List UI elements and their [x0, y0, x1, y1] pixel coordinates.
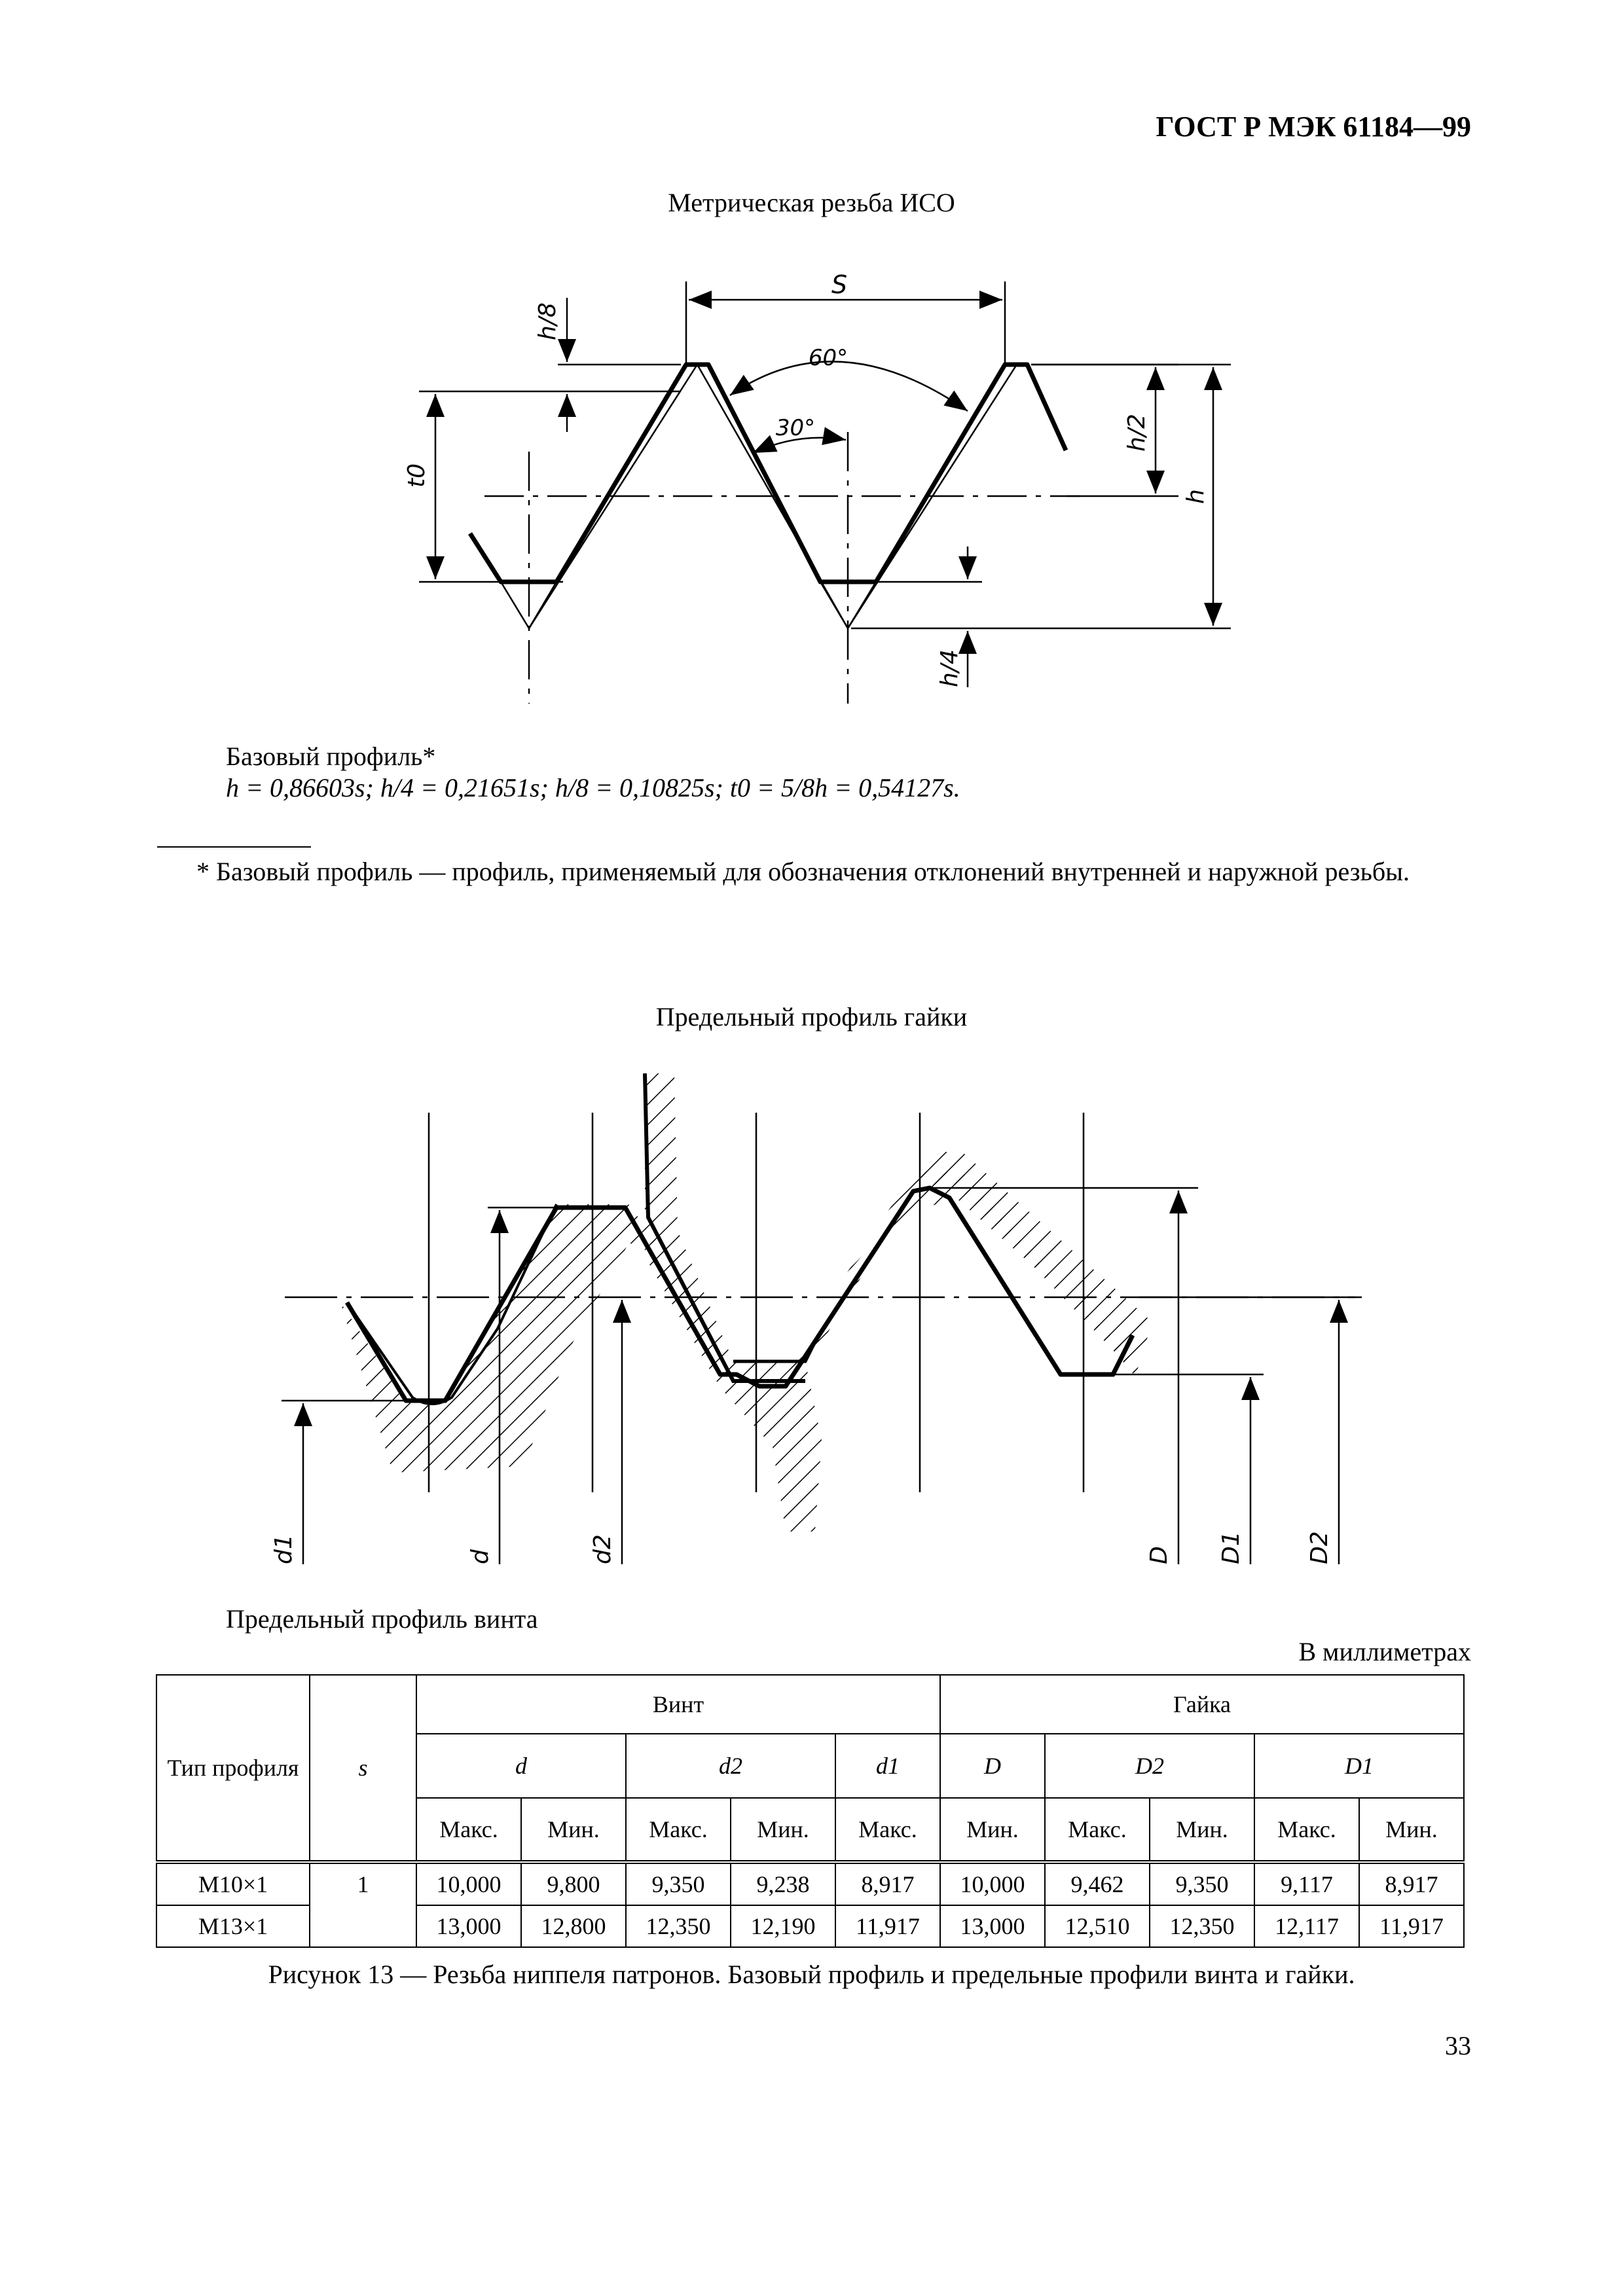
cell: 10,000: [940, 1862, 1045, 1905]
cell: 9,800: [521, 1862, 626, 1905]
label-s: S: [831, 270, 848, 299]
label-30: 30°: [775, 415, 816, 441]
basic-profile-info: [226, 741, 960, 804]
nut-profile-caption: Предельный профиль гайки: [655, 1002, 968, 1031]
label-h2: h/2: [1123, 414, 1150, 452]
cell: 11,917: [1359, 1905, 1464, 1947]
header-profile-type: Тип профиля: [156, 1675, 310, 1862]
cell: 11,917: [835, 1905, 940, 1947]
cell: 12,190: [731, 1905, 835, 1947]
header-max: Макс.: [626, 1798, 731, 1862]
label-d1: d1: [270, 1534, 297, 1564]
figure-caption: Рисунок 13 — Резьба ниппеля патронов. Базовый профиль и предельные профили винта и гайки.: [268, 1960, 1355, 1989]
label-60: 60°: [808, 345, 848, 371]
units-note: В миллиметрах: [1298, 1637, 1471, 1666]
cell: 12,800: [521, 1905, 626, 1947]
label-D2: D2: [1306, 1531, 1333, 1564]
cell: 12,350: [626, 1905, 731, 1947]
standard-header: ГОСТ Р МЭК 61184—99: [1156, 111, 1471, 143]
page-number: 33: [1445, 2031, 1471, 2060]
profile-title: Базовый профиль*: [226, 742, 436, 771]
label-h4: h/4: [936, 649, 963, 687]
header-max: Макс.: [1254, 1798, 1359, 1862]
cell: 9,350: [626, 1862, 731, 1905]
limit-profile-diagram: [0, 1060, 1623, 1597]
screw-profile-caption: Предельный профиль винта: [226, 1604, 538, 1634]
header-D2: D2: [1045, 1734, 1254, 1798]
dimensions-table: [156, 1674, 1465, 1948]
cell: 10,000: [416, 1862, 521, 1905]
cell: 8,917: [835, 1862, 940, 1905]
header-min: Мин.: [940, 1798, 1045, 1862]
header-max: Макс.: [416, 1798, 521, 1862]
label-h: h: [1182, 489, 1209, 504]
header-min: Мин.: [1359, 1798, 1464, 1862]
table-row: [156, 1862, 1464, 1905]
iso-thread-caption: Метрическая резьба ИСО: [668, 188, 955, 217]
label-d: d: [467, 1549, 494, 1564]
iso-thread-diagram: [0, 249, 1623, 726]
footnote: * Базовый профиль — профиль, применяемый для обозначения отклонений внутренней и наружной резьбы.: [196, 857, 1410, 886]
cell: 9,350: [1150, 1862, 1254, 1905]
cell: 9,462: [1045, 1862, 1150, 1905]
footnote-rule: [157, 846, 311, 848]
header-min: Мин.: [731, 1798, 835, 1862]
cell: 13,000: [940, 1905, 1045, 1947]
row-type: M13×1: [156, 1905, 310, 1947]
cell: 13,000: [416, 1905, 521, 1947]
cell: 12,350: [1150, 1905, 1254, 1947]
header-D1: D1: [1254, 1734, 1464, 1798]
header-D: D: [940, 1734, 1045, 1798]
cell: 9,117: [1254, 1862, 1359, 1905]
header-nut: Гайка: [940, 1675, 1464, 1734]
label-D1: D1: [1218, 1531, 1245, 1564]
header-max: Макс.: [835, 1798, 940, 1862]
header-max: Макс.: [1045, 1798, 1150, 1862]
header-s: s: [310, 1675, 416, 1862]
label-h8: h/8: [534, 302, 561, 340]
row-type: M10×1: [156, 1862, 310, 1905]
label-D: D: [1146, 1546, 1173, 1564]
header-d2: d2: [626, 1734, 835, 1798]
cell: 12,510: [1045, 1905, 1150, 1947]
header-d1: d1: [835, 1734, 940, 1798]
header-d: d: [416, 1734, 626, 1798]
cell: 8,917: [1359, 1862, 1464, 1905]
header-min: Мин.: [521, 1798, 626, 1862]
label-t0: t0: [403, 463, 430, 488]
header-screw: Винт: [416, 1675, 940, 1734]
row-s: 1: [310, 1862, 416, 1947]
profile-formula: h = 0,86603s; h/4 = 0,21651s; h/8 = 0,10825s; t0 = 5/8h = 0,54127s.: [226, 773, 960, 802]
header-min: Мин.: [1150, 1798, 1254, 1862]
label-d2: d2: [589, 1534, 616, 1564]
cell: 9,238: [731, 1862, 835, 1905]
cell: 12,117: [1254, 1905, 1359, 1947]
